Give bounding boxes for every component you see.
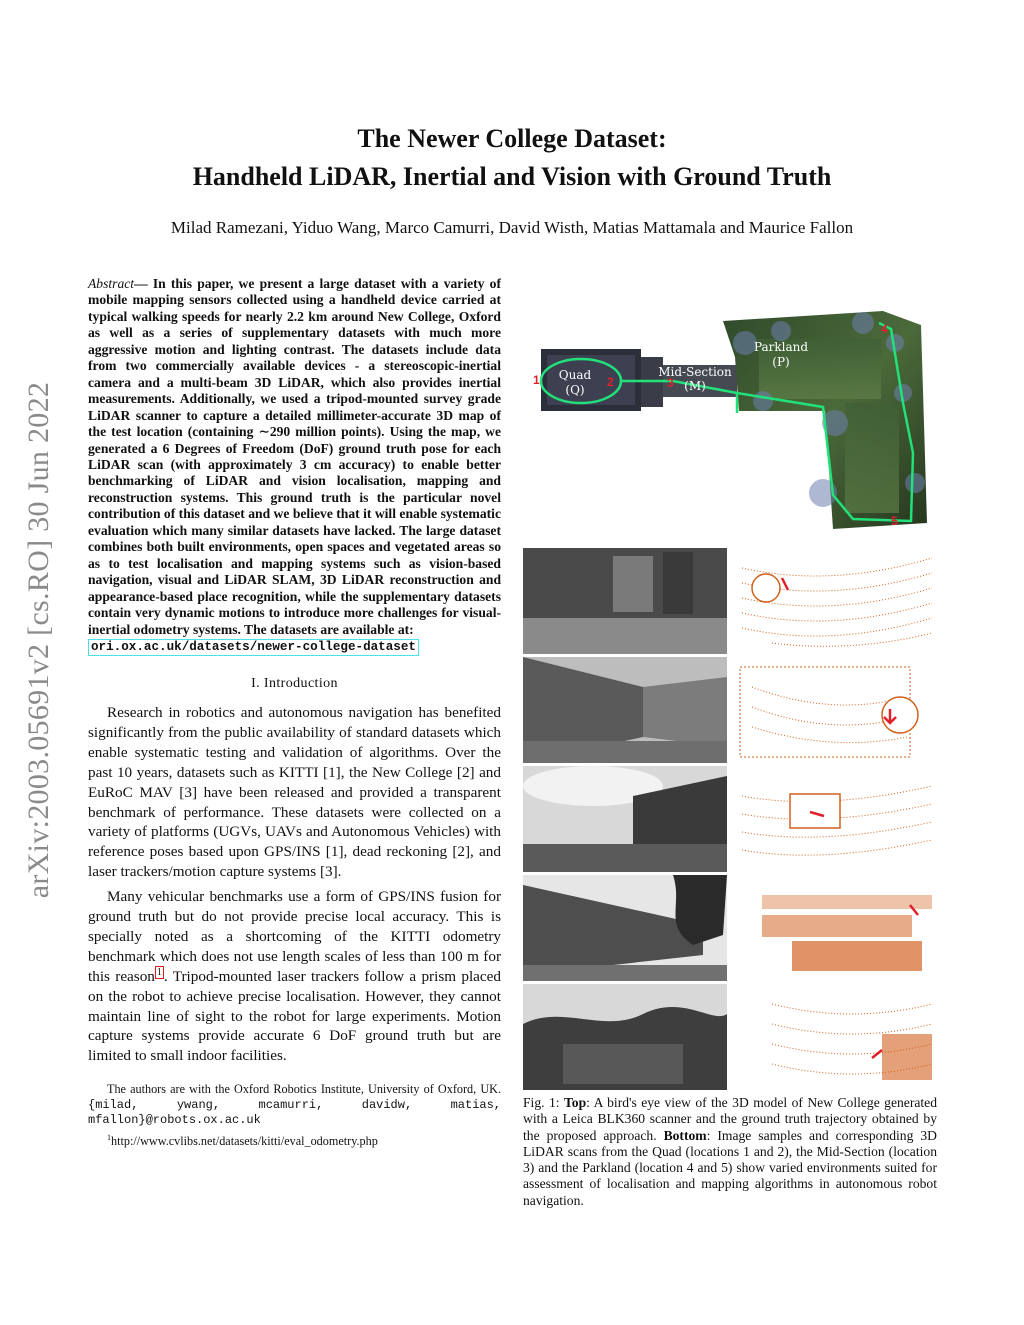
abstract-text: — In this paper, we present a large dataset with a variety of mobile mapping sensors collected using a handheld device carried at typical walking speeds for nearly 2.2 km around New College, Oxford as well as a series of supplementary datasets with much more aggressive motion and lighting contrast. The datasets include data from two commercially available devices - a stereoscopic-inertial camera and a multi-beam 3D LiDAR, which also provides inertial measurements. Additionally, we used a tripod-mounted survey grade LiDAR scanner to capture a detailed millimeter-accurate 3D map of the test location (containing ∼290 million points). Using the map, we generated a 6 Degrees of Freedom (DoF) ground truth pose for each LiDAR scan (with approximately 3 cm accuracy) to enable better benchmarking of LiDAR and vision localisation, mapping and reconstruction systems. This ground truth is the particular novel contribution of this dataset and we believe that it will enable systematic evaluation which many similar datasets have lacked. The large dataset combines both built environments, open spaces and vegetated areas so as to test localisation and mapping systems such as vision-based navigation, visual and LiDAR SLAM, 3D LiDAR reconstruction and appearance-based place recognition, while the supplementary datasets contain very dynamic motions to introduce more challenges for visual-inertial odometry systems. The datasets are available at: [88,276,501,637]
label-mid: Mid-Section [658,365,732,379]
camera-image-1 [523,548,727,654]
camera-image-3 [523,766,727,872]
lidar-scan-3 [732,766,937,872]
label-mid-abbr: (M) [684,379,706,393]
marker-3: 3 [667,376,674,390]
camera-image-4 [523,875,727,981]
lidar-scan-2 [732,657,937,763]
marker-1: 1 [533,373,540,387]
label-park-abbr: (P) [772,355,790,369]
map-illustration [523,283,937,545]
footnote-link[interactable]: 1 [156,966,162,978]
arxiv-identifier: arXiv:2003.05691v2 [cs.RO] 30 Jun 2022 [22,381,55,899]
title-line-1: The Newer College Dataset: [357,124,667,153]
footnote-1: $^1$http://www.cvlibs.net/datasets/kitti/eval_odometry.php [107,1132,378,1148]
birds-eye-map [523,283,937,545]
camera-images [523,548,727,1093]
author-emails: {milad, ywang, mcamurri, davidw, matias, mfallon}@robots.ox.ac.uk [88,1097,501,1128]
intro-paragraph-1: Research in robotics and autonomous navigation has benefited significantly from the public availability of standard datasets which enable systematic testing and validation of algorithms. Over the past 10 years, datasets such as KITTI [1], the New College [2] and EuRoC MAV [3] have been released and provided a transparent benchmark of performance. These datasets were collected on a variety of platforms (UGVs, UAVs and Autonomous Vehicles) with reference poses based upon GPS/INS [1], dead reckoning [2], and laser trackers/motion capture systems [3]. [88,703,501,881]
lidar-scan-4 [732,875,937,981]
footnotes [88,1082,501,1148]
section-heading: I. Introduction [251,675,338,691]
author-list: Milad Ramezani, Yiduo Wang, Marco Camurri, David Wisth, Matias Mattamala and Maurice Fallon [170,218,854,237]
dataset-link[interactable]: ori.ox.ac.uk/datasets/newer-college-dataset [88,639,419,656]
camera-image-2 [523,657,727,763]
footnote-url[interactable]: http://www.cvlibs.net/datasets/kitti/eval_odometry.php [111,1133,378,1148]
lidar-scans [732,548,937,1093]
abstract-label: Abstract [88,276,135,291]
marker-4: 4 [881,322,888,336]
label-park: Parkland [753,340,809,354]
marker-2: 2 [607,375,614,389]
label-quad-abbr: (Q) [565,383,585,397]
intro-paragraph-2: Many vehicular benchmarks use a form of GPS/INS fusion for ground truth but do not provide precise local accuracy. This is specially noted as a shortcoming of the KITTI odometry benchmark which does not use length scales of less than 100 m for this reason $^1$ . Tripod-mounted laser trackers follow a prism placed on the robot to achieve precise localisation. However, they cannot maintain line of sight to the robot for large experiments. Motion capture systems provide accurate 6 DoF ground truth but are limited to small indoor facilities. [88,888,501,1065]
abstract [88,276,501,656]
marker-5: 5 [891,514,898,528]
camera-image-5 [523,984,727,1090]
title-line-2: Handheld LiDAR, Inertial and Vision with Ground Truth [192,162,832,191]
lidar-scan-5 [732,984,937,1090]
paper-title [0,120,1024,196]
left-column [88,276,501,1148]
intro-body [88,703,501,1066]
affiliation-note: The authors are with the Oxford Robotics Institute, University of Oxford, UK. {milad, ywang, mcamurri, davidw, matias, mfallon}@robots.ox.ac.uk [88,1082,501,1128]
lidar-scan-1 [732,548,937,654]
label-quad: Quad [558,368,592,382]
figure-caption: Fig. 1: Top: A bird's eye view of the 3D model of New College generated with a Leica BLK360 scanner and the ground truth trajectory obtained by the proposed approach. Bottom: Image samples and corresponding 3D LiDAR scans from the Quad (locations 1 and 2), the Mid-Section (location 3) and the Parkland (location 4 and 5) show varied environments suited for assessment of localisation and mapping algorithms in autonomous robot navigation. [523,1095,937,1208]
